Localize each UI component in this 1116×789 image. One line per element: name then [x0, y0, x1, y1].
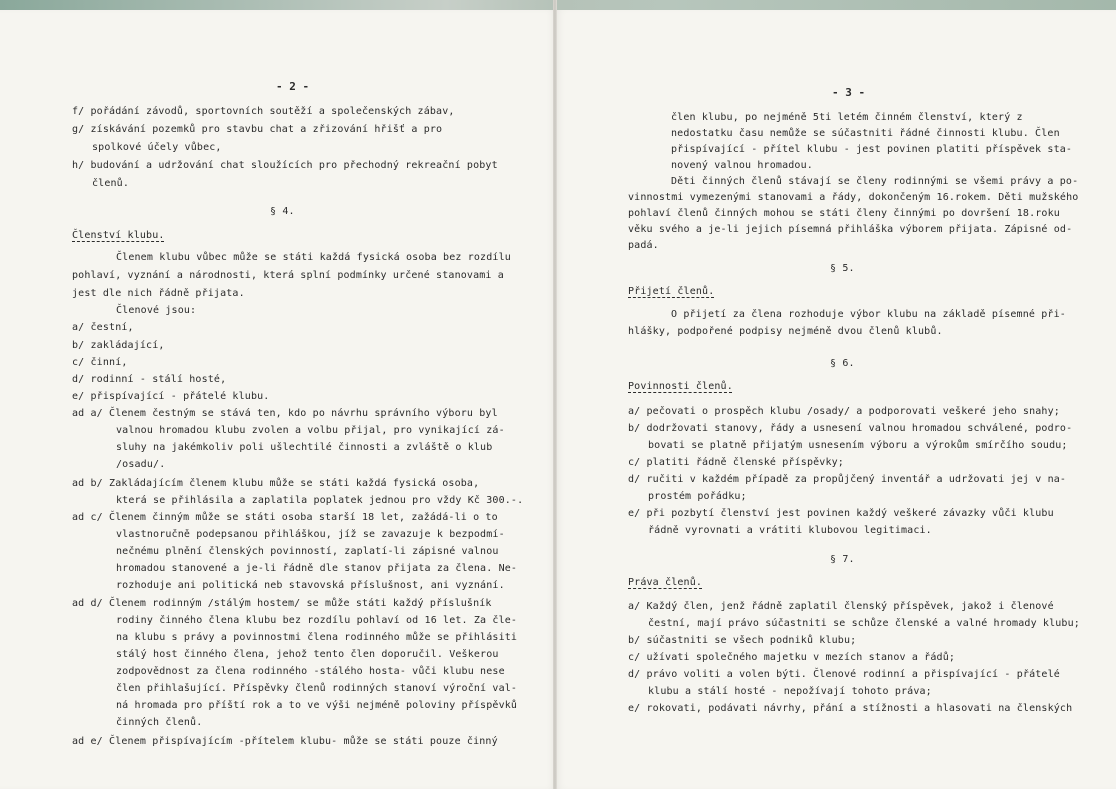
text-line: spolkové účely vůbec,: [92, 142, 222, 153]
text-line: c/ činní,: [72, 357, 128, 368]
text-line: a/ pečovati o prospěch klubu /osady/ a podporovati veškeré jeho snahy;: [628, 406, 1060, 417]
text-line: pohlaví, vyznání a národnosti, která splní podmínky určené stanovami a: [72, 270, 504, 281]
text-line: vlastnoručně podepsanou přihláškou, jíž se zavazuje k bezpodmí-: [116, 529, 505, 540]
text-line: ad b/ Zakládajícím členem klubu může se státi každá fysická osoba,: [72, 478, 480, 489]
text-line: ná hromada pro příští rok a to ve výši nejméně poloviny příspěvků: [116, 700, 518, 711]
text-line: stálý host činného člena, jehož tento člen doporučil. Veškerou: [116, 649, 499, 660]
text-line: /osadu/.: [116, 459, 166, 470]
text-line: ad d/ Členem rodinným /stálým hostem/ se může státi každý příslušník: [72, 598, 492, 609]
text-line: f/ pořádání závodů, sportovních soutěží a společenských zábav,: [72, 106, 455, 117]
text-line: sluhy na jakémkoliv poli ušlechtilé činnosti a zvláště o klub: [116, 442, 493, 453]
text-line: O přijetí za člena rozhoduje výbor klubu na základě písemné při-: [671, 309, 1066, 320]
text-line: novený valnou hromadou.: [671, 160, 813, 171]
text-line: činných členů.: [116, 717, 203, 728]
book-spine: [553, 0, 557, 789]
text-line: člen přihlašující. Příspěvky členů rodinných stanoví výroční val-: [116, 683, 518, 694]
text-line: c/ užívati společného majetku v mezích stanov a řádů;: [628, 652, 956, 663]
text-line: nedostatku času nemůže se súčastniti řádné činnosti klubu. Člen: [671, 128, 1060, 139]
text-line: rodiny činného člena klubu bez rozdílu pohlaví od 16 let. Za čle-: [116, 615, 518, 626]
text-line: h/ budování a udržování chat sloužících pro přechodný rekreační pobyt: [72, 160, 498, 171]
text-line: vinnostmi vymezenými stanovami a řády, dokončeným 16.rokem. Děti mužského: [628, 192, 1079, 203]
text-line: věku svého a je-li jejich písemná přihláška výborem přijata. Zápisné od-: [628, 224, 1073, 235]
text-line: zodpovědnost za člena rodinného -stálého hosta- vůči klubu nese: [116, 666, 505, 677]
text-line: hlášky, podpořené podpisy nejméně dvou členů klubů.: [628, 326, 943, 337]
text-line: b/ dodržovati stanovy, řády a usnesení valnou hromadou schválené, podro-: [628, 423, 1073, 434]
text-line: e/ rokovati, podávati návrhy, přání a stížnosti a hlasovati na členských: [628, 703, 1073, 714]
section-heading: Členství klubu.: [72, 230, 165, 241]
text-line: nečnému plnění členských povinností, zaplatí-li zápisné valnou: [116, 546, 499, 557]
text-line: g/ získávání pozemků pro stavbu chat a zřizování hřišť a pro: [72, 124, 443, 135]
text-line: klubu a stálí hosté - nepožívají tohoto práva;: [648, 686, 932, 697]
text-line: e/ při pozbytí členství jest povinen každý veškeré závazky vůči klubu: [628, 508, 1054, 519]
text-line: členů.: [92, 178, 130, 189]
text-line: ad a/ Členem čestným se stává ten, kdo po návrhu správního výboru byl: [72, 408, 498, 419]
text-line: a/ čestní,: [72, 322, 134, 333]
text-line: Členem klubu vůbec může se státi každá fysická osoba bez rozdílu: [116, 252, 511, 263]
text-line: d/ ručiti v každém případě za propůjčený inventář a udržovati jej v na-: [628, 474, 1067, 485]
page-number-left: - 2 -: [276, 80, 310, 93]
text-line: d/ právo voliti a volen býti. Členové rodinní a přispívající - přátelé: [628, 669, 1060, 680]
text-line: b/ zakládající,: [72, 340, 165, 351]
section-heading: Přijetí členů.: [628, 286, 715, 297]
text-line: § 7.: [830, 554, 855, 565]
text-line: a/ Každý člen, jenž řádně zaplatil členský příspěvek, jakož i členové: [628, 601, 1054, 612]
text-line: e/ přispívající - přátelé klubu.: [72, 391, 270, 402]
text-line: § 4.: [270, 206, 295, 217]
section-heading: Povinnosti členů.: [628, 381, 733, 392]
text-line: přispívající - přítel klubu - jest povinen platiti příspěvek sta-: [671, 144, 1073, 155]
text-line: člen klubu, po nejméně 5ti letém činném členství, který z: [671, 112, 1023, 123]
section-heading: Práva členů.: [628, 577, 703, 588]
text-line: d/ rodinní - stálí hosté,: [72, 374, 227, 385]
page-number-right: - 3 -: [832, 86, 866, 99]
text-line: jest dle nich řádně přijata.: [72, 288, 245, 299]
text-line: § 6.: [830, 358, 855, 369]
text-line: ad c/ Členem činným může se státi osoba starší 18 let, zažádá-li o to: [72, 512, 498, 523]
text-line: pohlaví členů činných mohou se státi členy činnými po dovršení 18.roku: [628, 208, 1060, 219]
text-line: rozhoduje ani politická neb stavovská příslušnost, ani vyznání.: [116, 580, 505, 591]
text-line: bovati se platně přijatým usnesením výboru a výrokům smírčího soudu;: [648, 440, 1068, 451]
text-line: čestní, mají právo súčastniti se schůze členské a valné hromady klubu;: [648, 618, 1080, 629]
text-line: prostém pořádku;: [648, 491, 747, 502]
text-line: Děti činných členů stávají se členy rodinnými se všemi právy a po-: [671, 176, 1079, 187]
text-line: hromadou stanovené a je-li řádně dle stanov přijata za člena. Ne-: [116, 563, 518, 574]
text-line: c/ platiti řádně členské příspěvky;: [628, 457, 844, 468]
text-line: padá.: [628, 240, 659, 251]
text-line: řádně vyrovnati a vrátiti klubovou legitimaci.: [648, 525, 932, 536]
text-line: na klubu s právy a povinnostmi člena rodinného může se přihlásiti: [116, 632, 518, 643]
text-line: § 5.: [830, 263, 855, 274]
text-line: ad e/ Členem přispívajícím -přítelem klubu- může se státi pouze činný: [72, 736, 498, 747]
text-line: valnou hromadou klubu zvolen a volbu přijal, pro vynikající zá-: [116, 425, 505, 436]
text-line: b/ súčastniti se všech podniků klubu;: [628, 635, 857, 646]
text-line: která se přihlásila a zaplatila poplatek jednou pro vždy Kč 300.-.: [116, 495, 524, 506]
text-line: Členové jsou:: [116, 305, 197, 316]
